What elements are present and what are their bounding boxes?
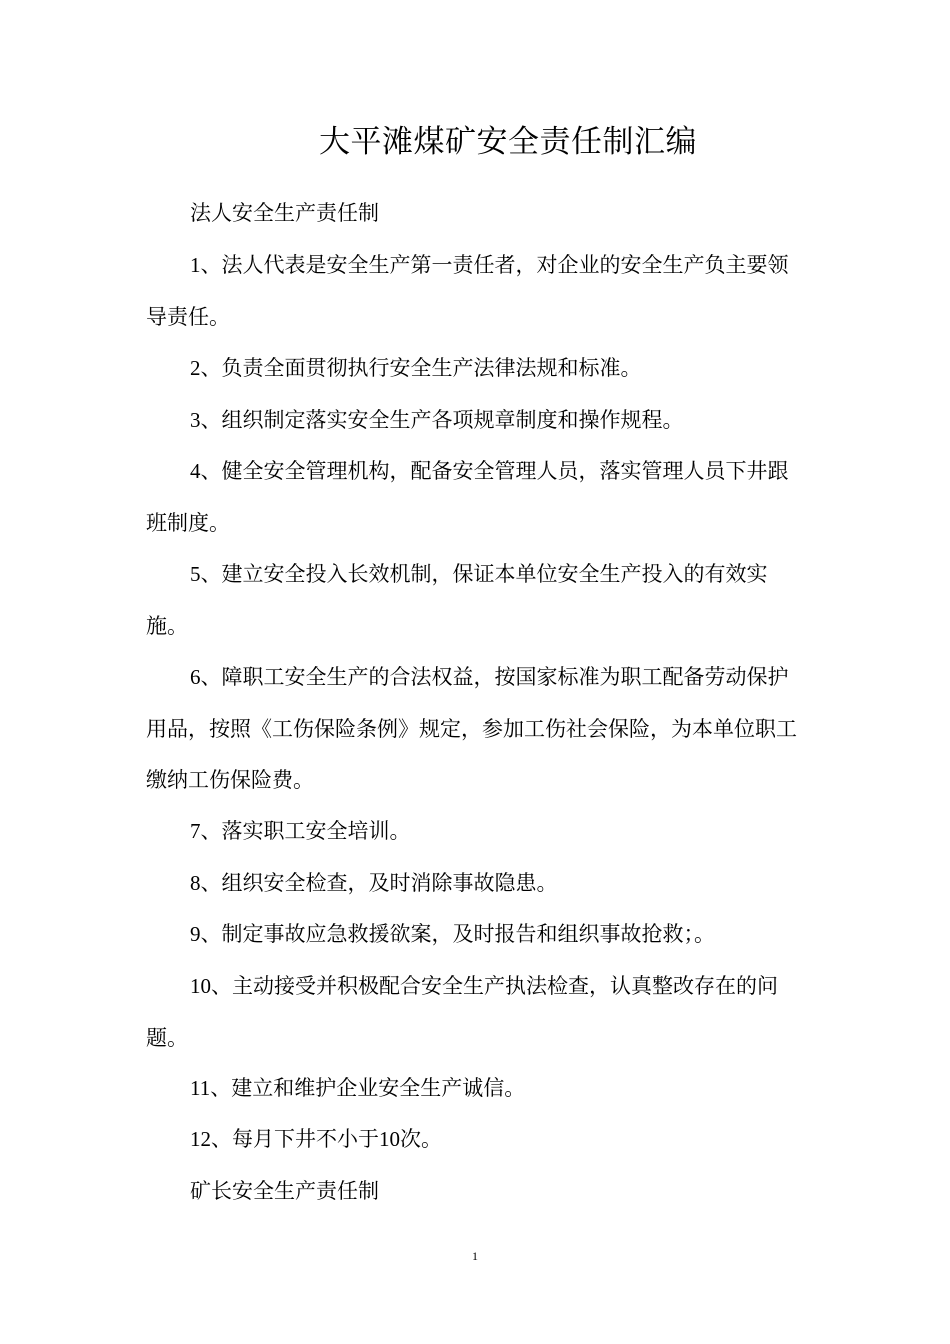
item-text: 、建立和维护企业安全生产诚信。 <box>210 1076 526 1100</box>
item-text: 、健全安全管理机构，配备安全管理人员，落实管理人员下井跟班制度。 <box>146 459 789 535</box>
list-item-8 <box>146 858 806 910</box>
item-number: 7 <box>190 819 201 843</box>
item-text: 、主动接受并积极配合安全生产执法检查，认真整改存在的问题。 <box>146 974 778 1050</box>
list-item-3 <box>146 395 806 447</box>
item-number: 3 <box>190 408 201 432</box>
list-item-12 <box>146 1114 806 1166</box>
item-text: 、组织制定落实安全生产各项规章制度和操作规程。 <box>200 408 684 432</box>
item-number: 1 <box>190 253 201 277</box>
item-text-tail: 次。 <box>400 1127 442 1151</box>
item-text: 、制定事故应急救援欲案，及时报告和组织事故抢救；。 <box>200 922 715 946</box>
document-title: 大平滩煤矿安全责任制汇编 <box>319 124 697 160</box>
item-text: 、组织安全检查，及时消除事故隐患。 <box>200 871 558 895</box>
item-text: 、障职工安全生产的合法权益，按国家标准为职工配备劳动保护用品，按照《工伤保险条例》规定，参加工伤社会保险，为本单位职工缴纳工伤保险费。 <box>146 665 797 792</box>
item-text: 、法人代表是安全生产第一责任者，对企业的安全生产负主要领导责任。 <box>146 253 789 329</box>
item-number: 10 <box>190 974 211 998</box>
item-number: 12 <box>190 1127 211 1151</box>
item-number: 6 <box>190 665 201 689</box>
list-item-10 <box>146 961 806 1064</box>
list-item-11 <box>146 1063 806 1115</box>
item-text: 、每月下井不小于 <box>211 1127 379 1151</box>
item-number: 11 <box>190 1076 211 1100</box>
list-item-9 <box>146 909 806 961</box>
item-number: 4 <box>190 459 201 483</box>
section-heading-mine-director: 矿长安全生产责任制 <box>190 1179 379 1203</box>
page-number: 1 <box>472 1249 478 1263</box>
item-number: 5 <box>190 562 201 586</box>
item-number: 2 <box>190 356 201 380</box>
item-number: 9 <box>190 922 201 946</box>
item-text: 、落实职工安全培训。 <box>200 819 411 843</box>
item-text: 、建立安全投入长效机制，保证本单位安全生产投入的有效实施。 <box>146 562 768 638</box>
list-item-1 <box>146 240 806 343</box>
item-inline-number: 10 <box>379 1127 400 1151</box>
list-item-2 <box>146 343 806 395</box>
list-item-7 <box>146 806 806 858</box>
item-number: 8 <box>190 871 201 895</box>
item-text: 、负责全面贯彻执行安全生产法律法规和标准。 <box>200 356 642 380</box>
list-item-5 <box>146 549 806 652</box>
section-heading-legal-person: 法人安全生产责任制 <box>190 201 379 225</box>
list-item-6 <box>146 652 806 807</box>
list-item-4 <box>146 446 806 549</box>
